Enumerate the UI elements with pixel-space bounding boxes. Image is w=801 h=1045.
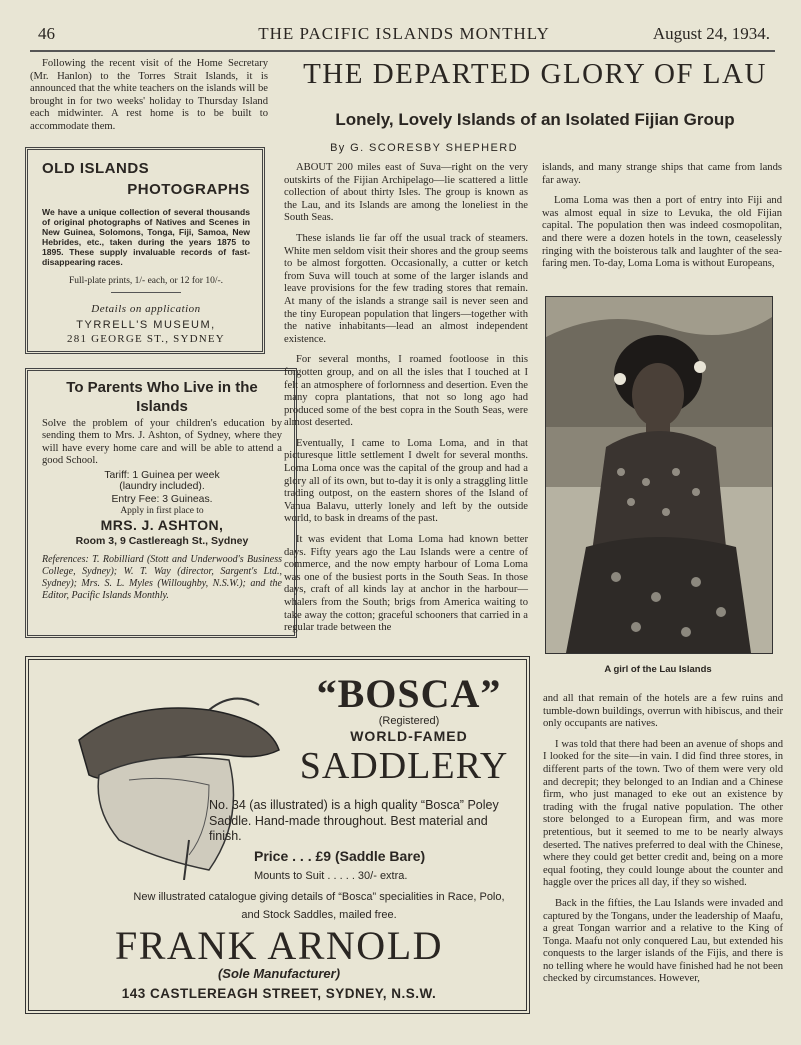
ad-photo-body: We have a unique collection of several thousands of original photographs of Natives and Scenes in New Guinea, Solomons, Tonga, Fiji, Samoa, New Hebrides, etc., taken during the years 1875 to 1895. These supply invaluable records of fast-disappearing races. xyxy=(42,207,250,267)
ad-parents-apply: Apply in first place to xyxy=(120,505,204,516)
intro-note xyxy=(30,58,268,142)
header-rule xyxy=(30,50,775,52)
page-number: 46 xyxy=(38,24,55,43)
article-paragraph: These islands lie far off the usual track of steamers. White men seldom visit their shores and the group seems to be almost forgotten. Occasionally, a cutter or ketch from Suva will touch at some of the larger islands and leave provisions for the few trading stores that remain. At many of the islands a strange sail is never seen and the tiny European population that lingers—together with the native inhabitants—lead an almost independent existence. xyxy=(284,232,528,345)
bosca-saddlery: SADDLERY xyxy=(299,745,509,787)
article-paragraph: It was evident that Loma Loma had known better days. Fifty years ago the Lau Islands were a centre of commerce, and the now empty harbour of Loma Loma was one of the busiest ports in the South Seas. In those days, craft of all kinds lay at anchor in the harbour—whalers from the South; brigs from America waiting to take away the cotton; graceful schooners that carried in a regular trade between the xyxy=(284,534,528,634)
article-paragraph: Back in the fifties, the Lau Islands were invaded and captured by the Tongans, under the leadership of Maafu, a great Tongan warrior and a relative to the King of Tonga. Maafu not only conquered Lau, but extended his conquests to the larger islands of the Fijis, and there is no telling where he would have finished had he not been checked by circumstances. However, xyxy=(543,897,783,985)
article-column-2-bottom xyxy=(543,693,783,994)
intro-note-text: Following the recent visit of the Home Secretary (Mr. Hanlon) to the Torres Strait Islands, it is announced that the white teachers on the islands will be brought in for two weeks' holiday to Thursday Island each midwinter. A rest home is to be built to accommodate them. xyxy=(30,58,268,132)
article-byline: By G. SCORESBY SHEPHERD xyxy=(330,142,518,154)
ad-photo-divider xyxy=(111,292,181,293)
bosca-address: 143 CASTLEREAGH STREET, SYDNEY, N.S.W. xyxy=(121,986,437,1001)
ad-photo-address: 281 GEORGE ST., SYDNEY xyxy=(67,333,225,345)
photo-lau-girl xyxy=(545,296,773,654)
article-paragraph: and all that remain of the hotels are a few ruins and tumble-down buildings, overrun with hibiscus, and their only occupants are natives. xyxy=(543,693,783,730)
ad-photo-title-1: OLD ISLANDS xyxy=(42,160,150,177)
publication-title: THE PACIFIC ISLANDS MONTHLY xyxy=(258,24,550,43)
bosca-mounts: Mounts to Suit . . . . . 30/- extra. xyxy=(254,870,408,882)
bosca-maker: FRANK ARNOLD xyxy=(114,923,444,968)
bosca-description: No. 34 (as illustrated) is a high quality “Bosca” Poley Saddle. Hand-made throughout. Best material and finish. xyxy=(209,798,499,843)
article-paragraph: For several months, I roamed footloose in this forgotten group, and on all the isles that I touched at I felt an atmosphere of forlornness and desertion. Even the many copra plantations, that not so long ago had produced some of the best copra in the South Seas, were almost deserted. xyxy=(284,354,528,429)
ad-photo-museum: TYRRELL'S MUSEUM, xyxy=(76,319,216,331)
ad-bosca-saddlery xyxy=(25,656,530,1014)
ad-parents-name: MRS. J. ASHTON, xyxy=(100,516,224,533)
bosca-registered: (Registered) xyxy=(378,715,440,727)
ad-parents-entry-fee: Entry Fee: 3 Guineas. xyxy=(111,493,213,505)
article-paragraph: I was told that there had been an avenue of shops and I looked for the site—in vain. I did find three stores, in different parts of the town. Two of them were very old and decrepit; they belonged to an Indian and a Chinese firm, who just managed to eke out an existence by trading with the frugal native population. The other store belonged to a European firm, and was more pretentious, but it seemed to me to be nearly always deserted. The natives preferred to deal with the Chinese, where they could get better credit and, being on a more equal footing, they could lounge about the counter and haggle over the prices all day, if they so wished. xyxy=(543,738,783,889)
ad-parents-laundry: (laundry included). xyxy=(119,480,205,492)
ad-parents-references: References: T. Robilliard (Stott and Underwood's Business College, Sydney); W. T. Way (director, Sargent's Ltd., Sydney); Mrs. S. L. Myles (Willoughby, N.S.W.); and the Editor, Pacific Islands Monthly. xyxy=(42,553,282,601)
photo-caption: A girl of the Lau Islands xyxy=(604,664,712,675)
article-column-1 xyxy=(284,162,528,643)
article-column-2-top xyxy=(542,162,782,279)
ad-photo-title-2: PHOTOGRAPHS xyxy=(127,181,250,198)
issue-date: August 24, 1934. xyxy=(652,24,770,43)
ad-photo-prices: Full-plate prints, 1/- each, or 12 for 10/-. xyxy=(68,276,224,286)
bosca-world-famed: WORLD-FAMED xyxy=(350,728,468,744)
bosca-price: Price . . . £9 (Saddle Bare) xyxy=(254,848,426,864)
photo-illustration xyxy=(546,297,772,653)
bosca-catalogue: New illustrated catalogue giving details of “Bosca” specialities in Race, Polo, and Stock Saddles, mailed free. xyxy=(133,891,505,921)
ad-parents-title: To Parents Who Live in the Islands xyxy=(66,379,258,415)
bosca-sole-manufacturer: (Sole Manufacturer) xyxy=(217,966,341,981)
article-paragraph: Eventually, I came to Loma Loma, and in that picturesque little settlement I dwelt for several months. Loma Loma once was the capital of the group and had a glory all of its own, but to-day it is only a straggling little trading outpost, on the eastern shores of the Island of Vanua Balavu, utterly lonely and left by the outside world, to bask in dreams of the past. xyxy=(284,437,528,525)
ad-photo-details: Details on application xyxy=(91,303,201,315)
bosca-brand: “BOSCA” xyxy=(316,671,502,716)
article-title: THE DEPARTED GLORY OF LAU xyxy=(303,58,767,90)
ad-parents-tariff: Tariff: 1 Guinea per week xyxy=(104,469,220,481)
page-header xyxy=(38,24,770,46)
ad-parents-islands xyxy=(25,368,297,638)
article-paragraph: Loma Loma was then a port of entry into Fiji and was almost equal in size to Levuka, the old Fijian capital. The population then was indeed cosmopolitan, and there were a dozen hotels in the town, ceaselessly ringing with the boisterous talk and laughter of the sea-faring men. To-day, Loma Loma is without Europeans, xyxy=(542,195,782,270)
ad-parents-body: Solve the problem of your children's education by sending them to Mrs. J. Ashton, of Sydney, where they will have every home care and will be able to attend a good School. xyxy=(42,418,282,467)
ad-old-islands-photographs xyxy=(25,147,265,354)
article-paragraph: ABOUT 200 miles east of Suva—right on the very outskirts of the Fijian Archipelago—lie scattered a little collection of about thirty Isles. The group is known as the Lau, and its Islands are among the loneliest in the South Seas. xyxy=(284,162,528,224)
ad-parents-address: Room 3, 9 Castlereagh St., Sydney xyxy=(75,534,249,547)
article-subtitle: Lonely, Lovely Islands of an Isolated Fijian Group xyxy=(335,110,735,129)
article-paragraph: islands, and many strange ships that came from lands far away. xyxy=(542,162,782,186)
